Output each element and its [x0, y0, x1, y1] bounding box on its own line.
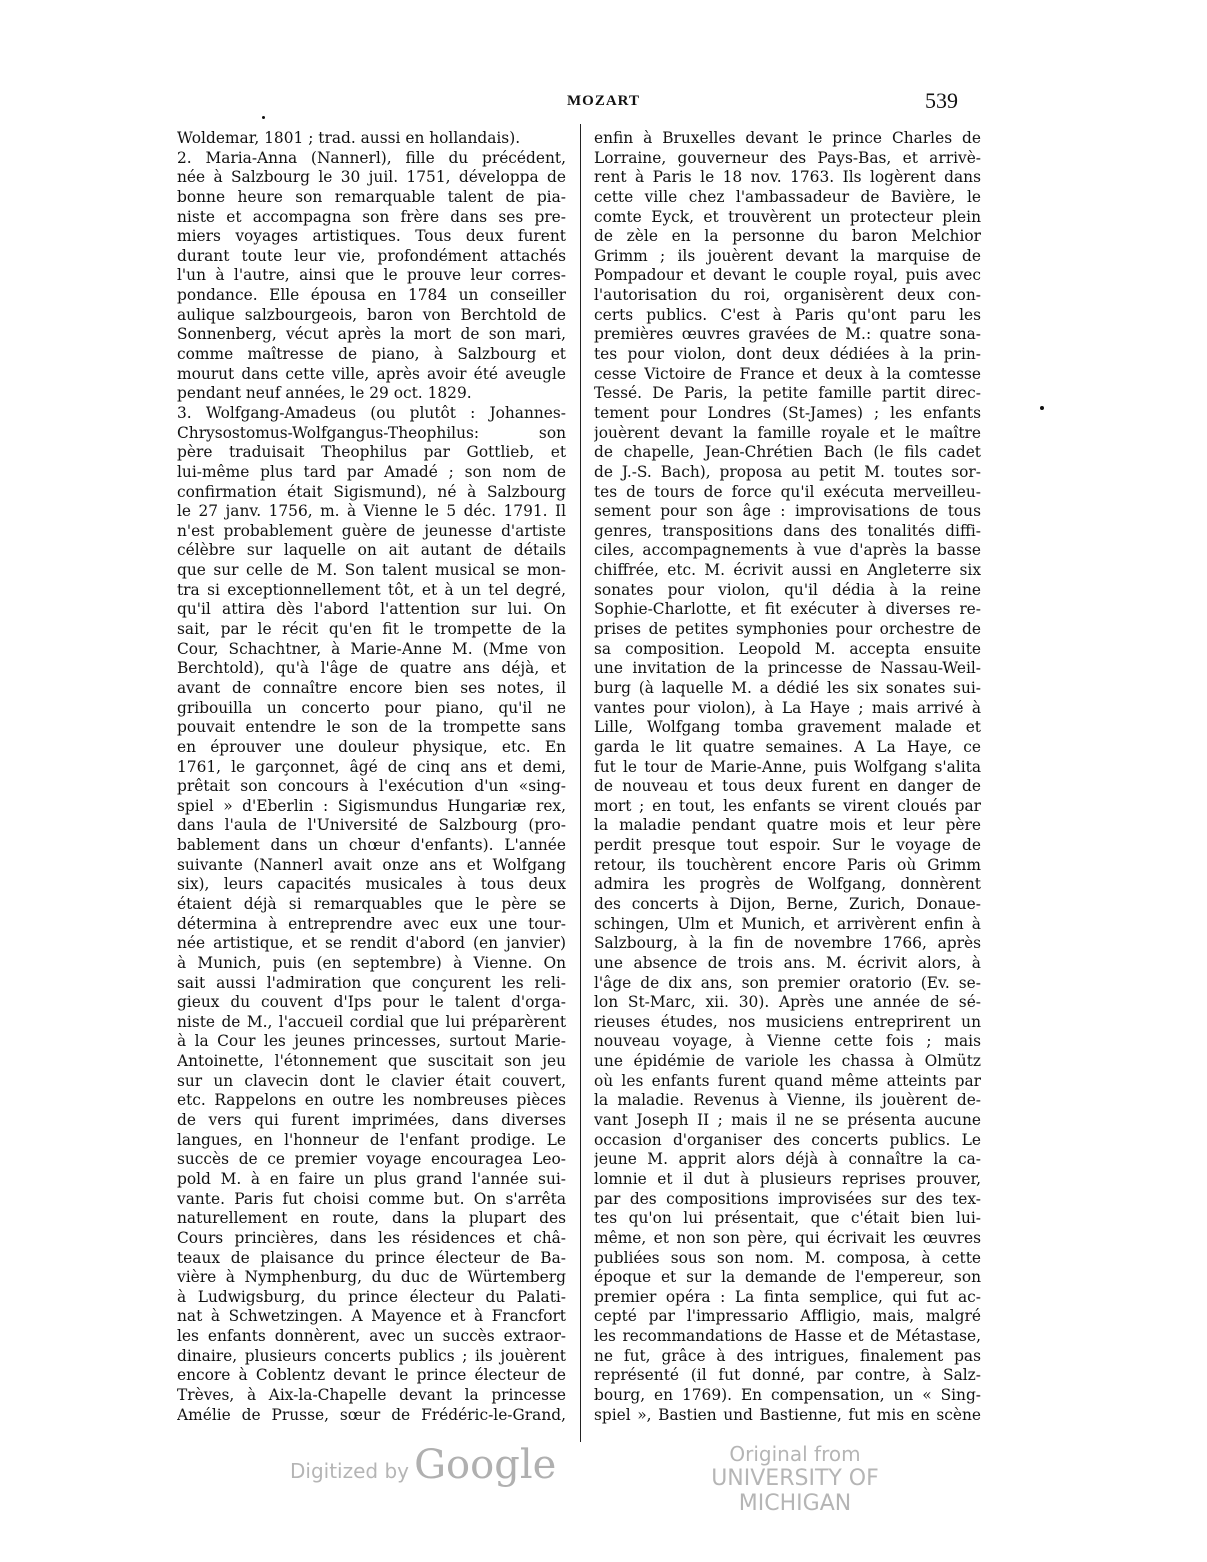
original-from-watermark	[660, 1442, 930, 1516]
text-line: premières œuvres gravées de M.: quatre sona-	[594, 325, 981, 344]
text-line: Lille, Wolfgang tomba gravement malade et	[594, 718, 981, 737]
text-line: qu'il attira dès l'abord l'attention sur lui. On	[177, 600, 566, 619]
text-line: rieuses études, nos musiciens entreprirent un	[594, 1012, 981, 1031]
google-logo-text: Google	[414, 1442, 557, 1488]
text-line: jeune M. apprit alors déjà à connaître la ca-	[594, 1150, 981, 1169]
text-line: bourg, en 1769). En compensation, un « Sing-	[594, 1386, 981, 1404]
right-text-column	[594, 129, 981, 1425]
text-line: comme maîtresse de piano, à Salzbourg et	[177, 345, 566, 364]
text-line: à Munich, puis (en septembre) à Vienne. On	[177, 953, 566, 972]
text-line: 2. Maria-Anna (Nannerl), fille du précédent,	[177, 148, 566, 167]
text-line: comte Eyck, et trouvèrent un protecteur plein	[594, 207, 981, 226]
text-line: les enfants donnèrent, avec un succès extraor-	[177, 1327, 566, 1346]
text-line: publiées sous son nom. M. composa, à cette	[594, 1248, 981, 1267]
text-line: retour, ils touchèrent encore Paris où Grimm	[594, 855, 981, 874]
text-line: avant de connaître encore bien ses notes, il	[177, 678, 566, 697]
text-line: certs publics. C'est à Paris qu'ont paru les	[594, 305, 981, 324]
text-line: burg (à laquelle M. a dédié les six sonates sui-	[594, 678, 981, 697]
text-line: vière à Nymphenburg, du duc de Würtemberg	[177, 1268, 566, 1287]
text-line: genres, transpositions dans des tonalités diffi-	[594, 521, 981, 540]
text-line: née à Salzbourg le 30 juil. 1751, développa de	[177, 168, 566, 187]
text-line: etc. Rappelons en outre les nombreuses pièces	[177, 1091, 566, 1110]
text-line: lomnie et il dut à plusieurs reprises prouver,	[594, 1169, 981, 1188]
text-line: suivante (Nannerl avait onze ans et Wolfgang	[177, 855, 566, 874]
text-line: l'un à l'autre, ainsi que le prouve leur corres-	[177, 266, 566, 285]
text-line: cepté par l'impressario Affligio, mais, malgré	[594, 1307, 981, 1326]
text-line: Trèves, à Aix-la-Chapelle devant la princesse	[177, 1386, 566, 1404]
text-line: fut le tour de Marie-Anne, puis Wolfgang s'alita	[594, 757, 981, 776]
text-line: Salzbourg, à la fin de novembre 1766, après	[594, 934, 981, 953]
text-line: sur un clavecin dont le clavier était couvert,	[177, 1071, 566, 1090]
text-line: Lorraine, gouverneur des Pays-Bas, et arrivè-	[594, 148, 981, 167]
text-line: sonates pour violon, qu'il dédia à la reine	[594, 580, 981, 599]
text-line: une invitation de la princesse de Nassau-Weil-	[594, 659, 981, 678]
text-line: pold M. à en faire un plus grand l'année sui-	[177, 1169, 566, 1188]
page-number: 539	[925, 88, 958, 113]
text-line: née artistique, et se rendit d'abord (en janvier)	[177, 934, 566, 953]
original-from-label: Original from	[729, 1442, 861, 1466]
text-line: ciles, accompagnements à vue d'après la basse	[594, 541, 981, 560]
text-line: la maladie. Revenus à Vienne, ils jouèrent de-	[594, 1091, 981, 1110]
text-line: jouèrent devant la famille royale et le maître	[594, 423, 981, 442]
text-line: à Ludwigsburg, du prince électeur du Palati-	[177, 1287, 566, 1306]
text-line: Chrysostomus-Wolfgangus-Theophilus: son	[177, 423, 566, 442]
text-line: prises de petites symphonies pour orchestre de	[594, 620, 981, 639]
text-line: une absence de trois ans. M. écrivit alors, à	[594, 953, 981, 972]
text-line: sa composition. Leopold M. accepta ensuite	[594, 639, 981, 658]
text-line: Berchtold), qu'à l'âge de quatre ans déjà, et	[177, 659, 566, 678]
text-line: Cour, Schachtner, à Marie-Anne M. (Mme von	[177, 639, 566, 658]
text-line: de vers qui furent imprimées, dans diverses	[177, 1111, 566, 1130]
text-line: perdit presque tout espoir. Sur le voyage de	[594, 836, 981, 855]
text-line: naturellement en route, dans la plupart des	[177, 1209, 566, 1228]
text-line: niste et accompagna son frère dans ses pre-	[177, 207, 566, 226]
text-line: tes de tours de force qu'il exécuta merveilleu-	[594, 482, 981, 501]
text-line: l'autorisation du roi, organisèrent deux con-	[594, 286, 981, 305]
text-line: où les enfants furent quand même atteints par	[594, 1071, 981, 1090]
text-line: détermina à entreprendre avec eux une tour-	[177, 914, 566, 933]
text-line: nouveau voyage, à Vienne cette fois ; mais	[594, 1032, 981, 1051]
text-line: mourut dans cette ville, après avoir été aveugle	[177, 364, 566, 383]
text-line: encore à Coblentz devant le prince électeur de	[177, 1366, 566, 1385]
institution-name: UNIVERSITY OF MICHIGAN	[711, 1466, 879, 1516]
text-line: Cours princières, dans les résidences et châ-	[177, 1228, 566, 1247]
stray-mark-margin	[1040, 406, 1044, 410]
text-line: sait, par le récit qu'en fit le trompette de la	[177, 620, 566, 639]
text-line: Amélie de Prusse, sœur de Frédéric-le-Grand,	[177, 1405, 566, 1424]
running-head: MOZART	[567, 93, 640, 109]
text-line: une épidémie de variole les chassa à Olmütz	[594, 1052, 981, 1071]
text-line: même, et non son père, qui écrivait les œuvres	[594, 1228, 981, 1247]
digitized-prefix: Digitized by	[290, 1459, 409, 1483]
column-divider	[580, 124, 581, 1442]
text-line: l'âge de dix ans, son premier oratorio (Ev. se-	[594, 973, 981, 992]
text-line: 3. Wolfgang-Amadeus (ou plutôt : Johannes-	[177, 403, 566, 422]
text-line: rent à Paris le 18 nov. 1763. Ils logèrent dans	[594, 168, 981, 187]
text-line: Tessé. De Paris, la petite famille partit direc-	[594, 384, 981, 403]
text-line: pondance. Elle épousa en 1784 un conseiller	[177, 286, 566, 305]
text-line: premier opéra : La finta semplice, qui fut ac-	[594, 1287, 981, 1306]
text-line: sement pour son âge : improvisations de tous	[594, 502, 981, 521]
text-line: tement pour Londres (St-James) ; les enfants	[594, 403, 981, 422]
text-line: pouvait entendre le son de la trompette sans	[177, 718, 566, 737]
text-line: Grimm ; ils jouèrent devant la marquise de	[594, 246, 981, 265]
text-line: par des compositions improvisées sur des tex-	[594, 1189, 981, 1208]
text-line: chiffrée, etc. M. écrivit aussi en Angleterre six	[594, 561, 981, 580]
text-line: niste de M., l'accueil cordial que lui préparèrent	[177, 1012, 566, 1031]
text-line: le 27 janv. 1756, m. à Vienne le 5 déc. 1791. Il	[177, 502, 566, 521]
text-line: confirmation était Sigismund), né à Salzbourg	[177, 482, 566, 501]
text-line: Sophie-Charlotte, et fit exécuter à diverses re-	[594, 600, 981, 619]
text-line: sait aussi l'admiration que conçurent les reli-	[177, 973, 566, 992]
text-line: père traduisait Theophilus par Gottlieb, et	[177, 443, 566, 462]
text-line: admira les progrès de Wolfgang, donnèrent	[594, 875, 981, 894]
stray-mark-top	[262, 116, 265, 119]
text-line: enfin à Bruxelles devant le prince Charles de	[594, 129, 981, 147]
text-line: Antoinette, l'étonnement que suscitait son jeu	[177, 1052, 566, 1071]
text-line: durant toute leur vie, profondément attachés	[177, 246, 566, 265]
text-line: dinaire, plusieurs concerts publics ; ils jouèrent	[177, 1346, 566, 1365]
text-line: cesse Victoire de France et deux à la comtesse	[594, 364, 981, 383]
text-line: mort ; en tout, les enfants se virent cloués par	[594, 796, 981, 815]
text-line: miers voyages artistiques. Tous deux furent	[177, 227, 566, 246]
text-line: de nouveau et tous deux furent en danger de	[594, 777, 981, 796]
text-line: représenté (il fut donné, par contre, à Salz-	[594, 1366, 981, 1385]
text-line: des concerts à Dijon, Berne, Zurich, Donaue-	[594, 894, 981, 913]
text-line: aulique salzbourgeois, baron von Berchtold de	[177, 305, 566, 324]
text-line: bonne heure son remarquable talent de pia-	[177, 187, 566, 206]
text-line: dans l'aula de l'Université de Salzbourg (pro-	[177, 816, 566, 835]
text-line: Woldemar, 1801 ; trad. aussi en hollandais).	[177, 129, 521, 147]
text-line: schingen, Ulm et Munich, et arrivèrent enfin à	[594, 914, 981, 933]
text-line: cette ville chez l'ambassadeur de Bavière, le	[594, 187, 981, 206]
text-line: Sonnenberg, vécut après la mort de son mari,	[177, 325, 566, 344]
text-line: six), leurs capacités musicales à tous deux	[177, 875, 566, 894]
text-line: à la Cour les jeunes princesses, surtout Marie-	[177, 1032, 566, 1051]
text-line: spiel » d'Eberlin : Sigismundus Hungariæ rex,	[177, 796, 566, 815]
text-line: prêtait son concours à l'exécution d'un «sing-	[177, 777, 566, 796]
text-line: teaux de plaisance du prince électeur de Ba-	[177, 1248, 566, 1267]
text-line: 1761, le garçonnet, âgé de cinq ans et demi,	[177, 757, 566, 776]
text-line: tra si exceptionnellement tôt, et à un tel degré,	[177, 580, 566, 599]
text-line: bablement dans un chœur d'enfants). L'année	[177, 836, 566, 855]
text-line: vantes pour violon), à La Haye ; mais arrivé à	[594, 698, 981, 717]
text-line: nat à Schwetzingen. A Mayence et à Francfort	[177, 1307, 566, 1326]
text-line: époque et sur la demande de l'empereur, son	[594, 1268, 981, 1287]
text-line: gribouilla un concerto pour piano, qu'il ne	[177, 698, 566, 717]
text-line: lon St-Marc, xii. 30). Après une année de sé-	[594, 993, 981, 1012]
text-line: succès de ce premier voyage encouragea Leo-	[177, 1150, 566, 1169]
text-line: langues, en l'honneur de l'enfant prodige. Le	[177, 1130, 566, 1149]
text-line: de zèle en la personne du baron Melchior	[594, 227, 981, 246]
left-text-column	[177, 129, 566, 1425]
text-line: ne fut, grâce à des intrigues, finalement pas	[594, 1346, 981, 1365]
text-line: vant Joseph II ; mais il ne se présenta aucune	[594, 1111, 981, 1130]
text-line: n'est probablement guère de jeunesse d'artiste	[177, 521, 566, 540]
text-line: Pompadour et devant le couple royal, puis avec	[594, 266, 981, 285]
text-line: tes pour violon, dont deux dédiées à la prin-	[594, 345, 981, 364]
text-line: célèbre sur laquelle on ait autant de détails	[177, 541, 566, 560]
text-line: la maladie pendant quatre mois et leur père	[594, 816, 981, 835]
text-line: de chapelle, Jean-Chrétien Bach (le fils cadet	[594, 443, 981, 462]
digitized-by-watermark	[290, 1442, 556, 1488]
text-line: spiel », Bastien und Bastienne, fut mis en scène	[594, 1405, 981, 1424]
text-line: tes qu'on lui présentait, que c'était bien lui-	[594, 1209, 981, 1228]
text-line: vante. Paris fut choisi comme but. On s'arrêta	[177, 1189, 566, 1208]
text-line: pendant neuf années, le 29 oct. 1829.	[177, 384, 472, 403]
text-line: lui-même plus tard par Amadé ; son nom de	[177, 462, 566, 481]
text-line: occasion d'organiser des concerts publics. Le	[594, 1130, 981, 1149]
text-line: les recommandations de Hasse et de Métastase,	[594, 1327, 981, 1346]
text-line: garda le lit quatre semaines. A La Haye, ce	[594, 737, 981, 756]
text-line: que sur celle de M. Son talent musical se mon-	[177, 561, 566, 580]
text-line: étaient déjà si remarquables que le père se	[177, 894, 566, 913]
text-line: de J.-S. Bach), proposa au petit M. toutes sor-	[594, 462, 981, 481]
text-line: en éprouver une douleur physique, etc. En	[177, 737, 566, 756]
text-line: gieux du couvent d'Ips pour le talent d'orga-	[177, 993, 566, 1012]
